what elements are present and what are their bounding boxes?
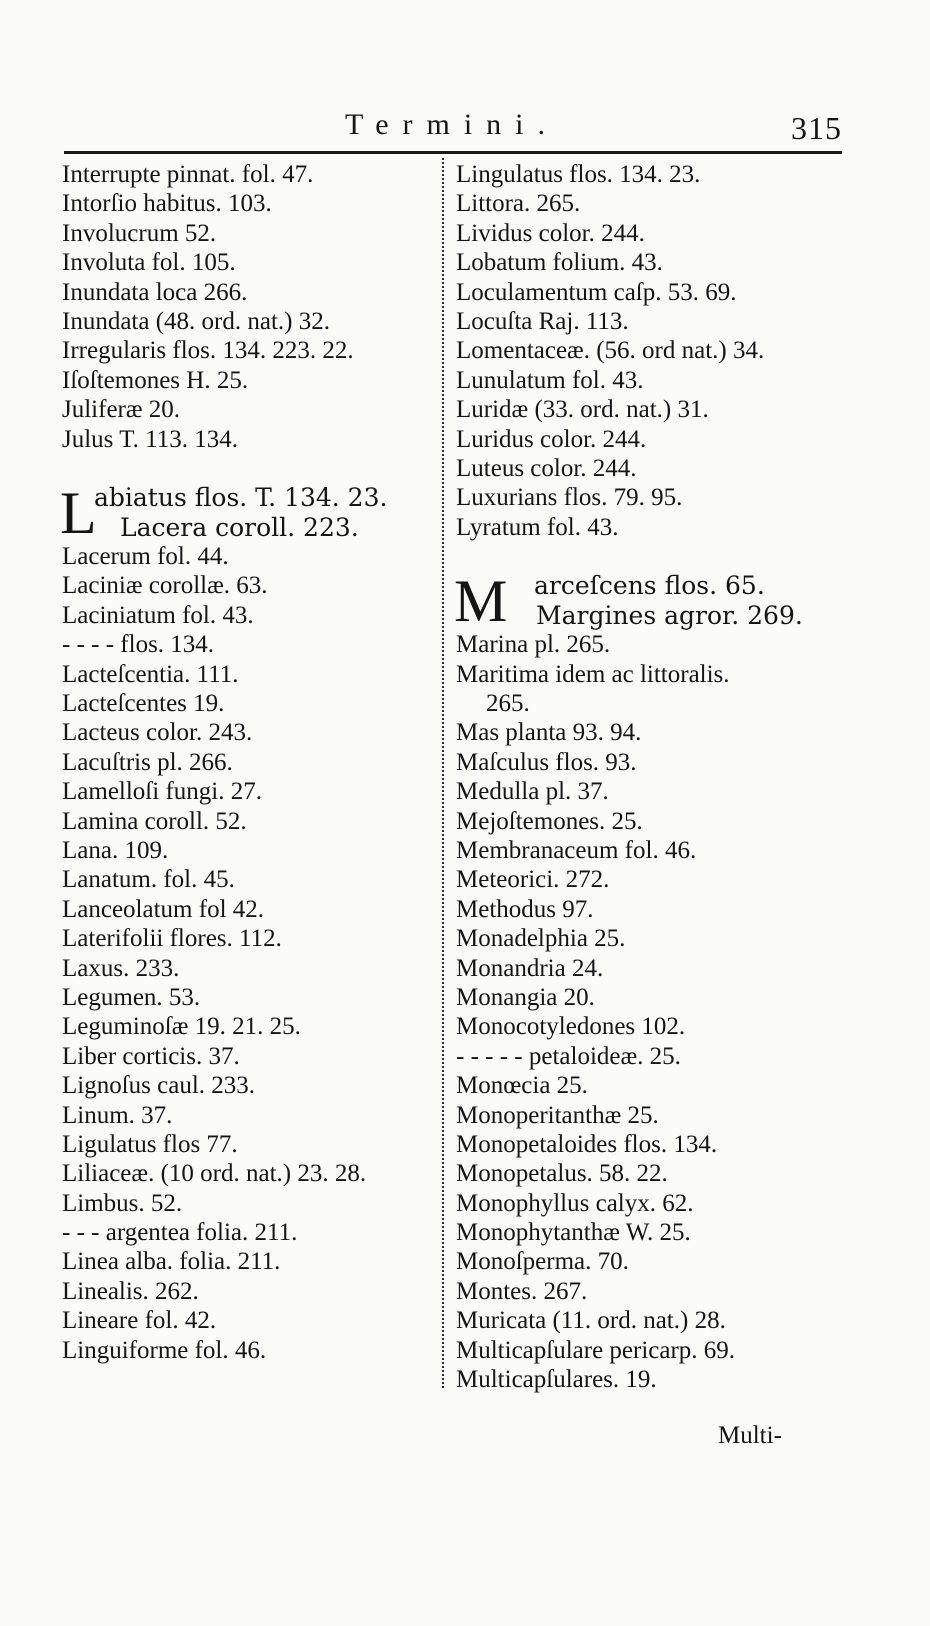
- index-entry: Lobatum folium. 43.: [456, 249, 663, 277]
- index-entry: Linea alba. folia. 211.: [62, 1248, 281, 1276]
- index-entry: Lanceolatum fol 42.: [62, 895, 265, 923]
- index-entry: Ligulatus flos 77.: [62, 1130, 238, 1158]
- index-entry: Lignoſus caul. 233.: [62, 1072, 256, 1100]
- index-entry: Iſoſtemones H. 25.: [62, 366, 249, 394]
- left-entries-l: [62, 542, 434, 1365]
- index-entry: Linealis. 262.: [62, 1277, 199, 1305]
- right-entries-m: [456, 630, 836, 1394]
- header-rule: [64, 151, 842, 154]
- index-entry: Laterifolii flores. 112.: [62, 925, 282, 953]
- index-entry: Intorſio habitus. 103.: [62, 190, 272, 218]
- index-entry: Lyratum fol. 43.: [456, 513, 619, 541]
- page-number: 315: [791, 110, 842, 146]
- index-entry: Julus T. 113. 134.: [62, 425, 238, 453]
- index-entry: Monopetalus. 58. 22.: [456, 1160, 668, 1188]
- index-entry: Laxus. 233.: [62, 954, 180, 982]
- index-entry: Monandria 24.: [456, 954, 604, 982]
- index-entry: Lomentaceæ. (56. ord nat.) 34.: [456, 337, 765, 365]
- running-header: [62, 104, 842, 152]
- index-entry: Lacteus color. 243.: [62, 719, 253, 747]
- index-entry: Muricata (11. ord. nat.) 28.: [456, 1307, 726, 1335]
- index-entry: Luridæ (33. ord. nat.) 31.: [456, 396, 709, 424]
- index-entry: Loculamentum caſp. 53. 69.: [456, 278, 737, 306]
- index-entry: Luridus color. 244.: [456, 425, 647, 453]
- index-entry: Laciniæ corollæ. 63.: [62, 572, 268, 600]
- left-column: [62, 160, 434, 1365]
- index-entry: Medulla pl. 37.: [456, 778, 609, 806]
- index-entry: Luxurians flos. 79. 95.: [456, 484, 683, 512]
- index-entry: Monophyllus calyx. 62.: [456, 1189, 694, 1217]
- index-entry: Maritima idem ac littoralis.: [456, 660, 730, 688]
- index-entry: 265.: [486, 690, 530, 718]
- index-entry: Legumen. 53.: [62, 983, 201, 1011]
- index-entry: Lacerum fol. 44.: [62, 543, 229, 571]
- index-entry: Monangia 20.: [456, 983, 595, 1011]
- index-entry: Laciniatum fol. 43.: [62, 601, 254, 629]
- index-entry: Lunulatum fol. 43.: [456, 366, 644, 394]
- right-column: [456, 160, 836, 1394]
- index-entry: Mas planta 93. 94.: [456, 719, 642, 747]
- index-entry: Interrupte pinnat. fol. 47.: [62, 161, 314, 188]
- section-gap: [62, 454, 434, 483]
- index-entry: Limbus. 52.: [62, 1189, 183, 1217]
- column-divider: [442, 158, 446, 1388]
- index-entry: - - - - flos. 134.: [62, 631, 215, 659]
- index-entry: - - - argentea folia. 211.: [62, 1219, 298, 1247]
- index-entry: Liliaceæ. (10 ord. nat.) 23. 28.: [62, 1160, 367, 1188]
- index-entry: Liber corticis. 37.: [62, 1042, 240, 1070]
- index-entry: Lingulatus flos. 134. 23.: [456, 161, 701, 188]
- section-gap: [456, 542, 836, 571]
- index-entry: Linguiforme fol. 46.: [62, 1336, 267, 1364]
- index-entry: Linum. 37.: [62, 1101, 173, 1129]
- index-entry: Maſculus flos. 93.: [456, 748, 637, 776]
- index-entry: Lineare fol. 42.: [62, 1307, 217, 1335]
- index-entry: Lividus color. 244.: [456, 219, 645, 247]
- index-entry: Monoſperma. 70.: [456, 1248, 629, 1276]
- index-entry: Monocotyledones 102.: [456, 1013, 686, 1041]
- index-entry: Leguminoſæ 19. 21. 25.: [62, 1013, 301, 1041]
- index-entry: Lacuſtris pl. 266.: [62, 748, 233, 776]
- index-entry: Lacteſcentes 19.: [62, 690, 225, 718]
- catchword: Multi-: [718, 1422, 782, 1449]
- index-entry: arceſcens flos. 65.: [534, 571, 765, 601]
- index-entry: Methodus 97.: [456, 895, 594, 923]
- index-entry: Marina pl. 265.: [456, 631, 611, 659]
- index-entry: Monoperitanthæ 25.: [456, 1101, 659, 1129]
- index-entry: Lamelloſi fungi. 27.: [62, 778, 262, 806]
- index-entry: Multicapſulare pericarp. 69.: [456, 1336, 736, 1364]
- section-m-start: [454, 568, 836, 635]
- index-entry: Meteorici. 272.: [456, 866, 610, 894]
- index-entry: Monopetaloides flos. 134.: [456, 1130, 718, 1158]
- index-entry: Lanatum. fol. 45.: [62, 866, 235, 894]
- index-entry: Luteus color. 244.: [456, 454, 637, 482]
- index-entry: Littora. 265.: [456, 190, 581, 218]
- index-entry: Monadelphia 25.: [456, 925, 626, 953]
- index-entry: Lana. 109.: [62, 837, 169, 864]
- index-entry: - - - - - petaloideæ. 25.: [456, 1042, 681, 1070]
- index-entry: abiatus flos. T. 134. 23.: [94, 483, 388, 513]
- index-entry: Margines agror. 269.: [536, 600, 803, 630]
- index-entry: Involuta fol. 105.: [62, 249, 236, 277]
- index-entry: Lacteſcentia. 111.: [62, 660, 239, 688]
- drop-initial-m: M: [454, 568, 508, 635]
- index-entry: Mejoſtemones. 25.: [456, 807, 643, 835]
- index-entry: Multicapſulares. 19.: [456, 1366, 657, 1394]
- running-title: Termini.: [344, 108, 560, 141]
- index-entry: Inundata loca 266.: [62, 278, 248, 306]
- index-entry: Monophytanthæ W. 25.: [456, 1219, 691, 1247]
- index-entry: Involucrum 52.: [62, 219, 217, 247]
- right-entries-l: [456, 160, 836, 542]
- index-entry: Lamina coroll. 52.: [62, 807, 247, 835]
- index-entry: Montes. 267.: [456, 1277, 588, 1305]
- index-entry: Membranaceum fol. 46.: [456, 837, 697, 864]
- index-entry: Inundata (48. ord. nat.) 32.: [62, 307, 330, 335]
- index-entry: Monœcia 25.: [456, 1072, 588, 1100]
- index-entry: Irregularis flos. 134. 223. 22.: [62, 337, 354, 365]
- index-entry: Locuſta Raj. 113.: [456, 307, 629, 335]
- index-entry: Lacera coroll. 223.: [120, 512, 359, 542]
- index-entry: Juliferæ 20.: [62, 396, 181, 424]
- left-entries-i: [62, 160, 434, 454]
- section-l-start: [60, 480, 434, 547]
- drop-initial-l: L: [60, 480, 97, 547]
